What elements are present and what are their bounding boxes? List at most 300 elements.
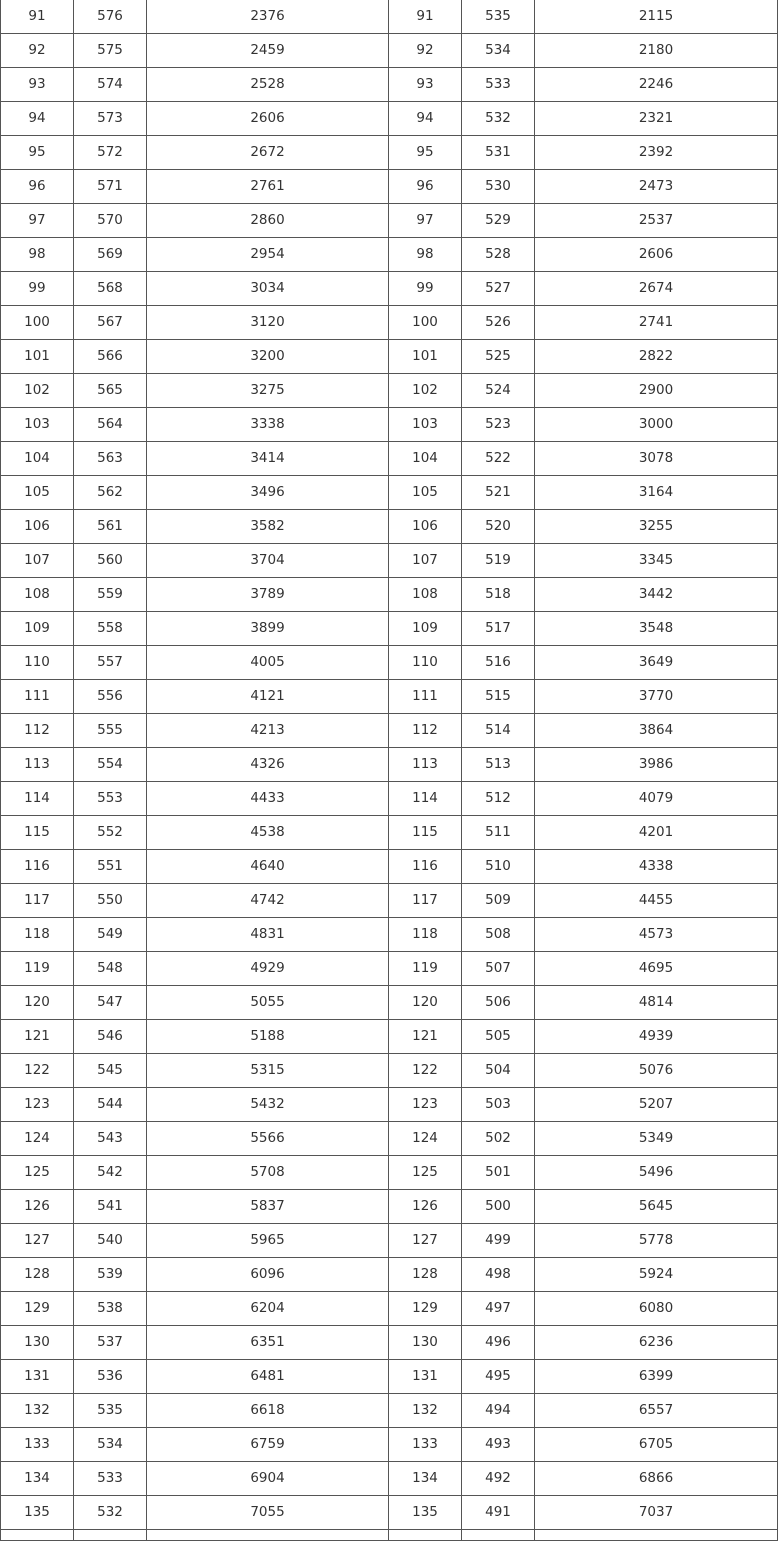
cumulative-count-cell: 3120 (147, 306, 389, 340)
cumulative-count-cell: 2115 (535, 0, 778, 34)
cumulative-count-cell: 4929 (147, 952, 389, 986)
score-cell: 551 (74, 850, 147, 884)
rank-cell: 95 (389, 136, 462, 170)
table-row (1, 408, 778, 442)
table-row (1, 306, 778, 340)
rank-cell: 94 (1, 102, 74, 136)
score-cell: 526 (462, 306, 535, 340)
empty-cell (74, 1530, 147, 1541)
score-cell: 511 (462, 816, 535, 850)
rank-cell: 101 (389, 340, 462, 374)
table-row (1, 374, 778, 408)
cumulative-count-cell: 6705 (535, 1428, 778, 1462)
cumulative-count-cell: 4455 (535, 884, 778, 918)
rank-cell: 106 (389, 510, 462, 544)
table-body (1, 0, 778, 1541)
score-cell: 495 (462, 1360, 535, 1394)
rank-cell: 127 (1, 1224, 74, 1258)
rank-cell: 117 (389, 884, 462, 918)
rank-cell: 109 (1, 612, 74, 646)
score-cell: 575 (74, 34, 147, 68)
rank-cell: 135 (1, 1496, 74, 1530)
table-row (1, 646, 778, 680)
table-row (1, 340, 778, 374)
score-cell: 553 (74, 782, 147, 816)
cumulative-count-cell: 2606 (535, 238, 778, 272)
cumulative-count-cell: 2321 (535, 102, 778, 136)
cumulative-count-cell: 5315 (147, 1054, 389, 1088)
cumulative-count-cell: 3899 (147, 612, 389, 646)
rank-cell: 113 (1, 748, 74, 782)
rank-cell: 107 (1, 544, 74, 578)
rank-cell: 97 (389, 204, 462, 238)
cumulative-count-cell: 2376 (147, 0, 389, 34)
cumulative-count-cell: 3548 (535, 612, 778, 646)
score-cell: 547 (74, 986, 147, 1020)
cumulative-count-cell: 3442 (535, 578, 778, 612)
score-cell: 529 (462, 204, 535, 238)
cumulative-count-cell: 2473 (535, 170, 778, 204)
cumulative-count-cell: 2761 (147, 170, 389, 204)
empty-cell (389, 1530, 462, 1541)
cumulative-count-cell: 2392 (535, 136, 778, 170)
cumulative-count-cell: 4695 (535, 952, 778, 986)
cumulative-count-cell: 4742 (147, 884, 389, 918)
rank-cell: 121 (1, 1020, 74, 1054)
rank-cell: 127 (389, 1224, 462, 1258)
rank-cell: 107 (389, 544, 462, 578)
cumulative-count-cell: 3078 (535, 442, 778, 476)
score-cell: 497 (462, 1292, 535, 1326)
cumulative-count-cell: 4201 (535, 816, 778, 850)
cumulative-count-cell: 4338 (535, 850, 778, 884)
table-row (1, 578, 778, 612)
score-cell: 527 (462, 272, 535, 306)
rank-cell: 130 (1, 1326, 74, 1360)
table-row (1, 986, 778, 1020)
rank-cell: 120 (389, 986, 462, 1020)
empty-cell (462, 1530, 535, 1541)
cumulative-count-cell: 6096 (147, 1258, 389, 1292)
rank-cell: 91 (1, 0, 74, 34)
score-cell: 498 (462, 1258, 535, 1292)
cumulative-count-cell: 4326 (147, 748, 389, 782)
rank-cell: 126 (1, 1190, 74, 1224)
rank-cell: 134 (389, 1462, 462, 1496)
rank-cell: 135 (389, 1496, 462, 1530)
table-row (1, 238, 778, 272)
cumulative-count-cell: 6618 (147, 1394, 389, 1428)
rank-cell: 125 (389, 1156, 462, 1190)
table-row (1, 1190, 778, 1224)
rank-cell: 125 (1, 1156, 74, 1190)
cumulative-count-cell: 4573 (535, 918, 778, 952)
rank-cell: 116 (1, 850, 74, 884)
rank-cell: 93 (1, 68, 74, 102)
cumulative-count-cell: 3789 (147, 578, 389, 612)
cumulative-count-cell: 5965 (147, 1224, 389, 1258)
cumulative-count-cell: 6759 (147, 1428, 389, 1462)
rank-cell: 118 (1, 918, 74, 952)
rank-cell: 126 (389, 1190, 462, 1224)
table-row (1, 1088, 778, 1122)
score-cell: 539 (74, 1258, 147, 1292)
cumulative-count-cell: 4640 (147, 850, 389, 884)
rank-cell: 100 (389, 306, 462, 340)
score-cell: 552 (74, 816, 147, 850)
cumulative-count-cell: 2822 (535, 340, 778, 374)
score-cell: 515 (462, 680, 535, 714)
rank-cell: 133 (389, 1428, 462, 1462)
score-cell: 512 (462, 782, 535, 816)
rank-cell: 96 (389, 170, 462, 204)
table-row (1, 1394, 778, 1428)
cumulative-count-cell: 6481 (147, 1360, 389, 1394)
score-cell: 548 (74, 952, 147, 986)
rank-cell: 98 (389, 238, 462, 272)
score-cell: 509 (462, 884, 535, 918)
rank-cell: 110 (1, 646, 74, 680)
table-row (1, 850, 778, 884)
rank-cell: 123 (389, 1088, 462, 1122)
rank-cell: 121 (389, 1020, 462, 1054)
cumulative-count-cell: 5645 (535, 1190, 778, 1224)
score-cell: 507 (462, 952, 535, 986)
cumulative-count-cell: 3164 (535, 476, 778, 510)
score-cell: 499 (462, 1224, 535, 1258)
table-row (1, 0, 778, 34)
cumulative-count-cell: 2246 (535, 68, 778, 102)
score-cell: 532 (462, 102, 535, 136)
score-cell: 508 (462, 918, 535, 952)
rank-cell: 114 (389, 782, 462, 816)
score-cell: 514 (462, 714, 535, 748)
score-cell: 521 (462, 476, 535, 510)
score-cell: 560 (74, 544, 147, 578)
table-row (1, 1224, 778, 1258)
rank-cell: 128 (389, 1258, 462, 1292)
rank-cell: 123 (1, 1088, 74, 1122)
score-cell: 533 (462, 68, 535, 102)
rank-cell: 124 (389, 1122, 462, 1156)
rank-cell: 108 (389, 578, 462, 612)
score-cell: 573 (74, 102, 147, 136)
cumulative-count-cell: 3986 (535, 748, 778, 782)
cumulative-count-cell: 7037 (535, 1496, 778, 1530)
score-cell: 494 (462, 1394, 535, 1428)
rank-cell: 122 (389, 1054, 462, 1088)
score-cell: 564 (74, 408, 147, 442)
score-cell: 555 (74, 714, 147, 748)
score-cell: 520 (462, 510, 535, 544)
rank-cell: 111 (389, 680, 462, 714)
table-row (1, 1122, 778, 1156)
cumulative-count-cell: 3034 (147, 272, 389, 306)
cumulative-count-cell: 6904 (147, 1462, 389, 1496)
table-row (1, 102, 778, 136)
empty-cell (147, 1530, 389, 1541)
table-row (1, 782, 778, 816)
score-cell: 571 (74, 170, 147, 204)
cumulative-count-cell: 3275 (147, 374, 389, 408)
cumulative-count-cell: 2606 (147, 102, 389, 136)
cumulative-count-cell: 5055 (147, 986, 389, 1020)
cumulative-count-cell: 4213 (147, 714, 389, 748)
score-cell: 540 (74, 1224, 147, 1258)
score-cell: 500 (462, 1190, 535, 1224)
score-cell: 569 (74, 238, 147, 272)
score-cell: 562 (74, 476, 147, 510)
table-row (1, 1292, 778, 1326)
rank-cell: 113 (389, 748, 462, 782)
table-row (1, 952, 778, 986)
rank-cell: 102 (1, 374, 74, 408)
cumulative-count-cell: 3704 (147, 544, 389, 578)
rank-cell: 114 (1, 782, 74, 816)
rank-cell: 115 (389, 816, 462, 850)
score-cell: 568 (74, 272, 147, 306)
cumulative-count-cell: 4939 (535, 1020, 778, 1054)
rank-cell: 108 (1, 578, 74, 612)
cumulative-count-cell: 5432 (147, 1088, 389, 1122)
score-cell: 505 (462, 1020, 535, 1054)
score-cell: 544 (74, 1088, 147, 1122)
rank-cell: 104 (389, 442, 462, 476)
rank-cell: 95 (1, 136, 74, 170)
score-cell: 541 (74, 1190, 147, 1224)
score-cell: 576 (74, 0, 147, 34)
rank-cell: 99 (1, 272, 74, 306)
rank-cell: 93 (389, 68, 462, 102)
table-row (1, 1156, 778, 1190)
score-cell: 504 (462, 1054, 535, 1088)
rank-cell: 111 (1, 680, 74, 714)
table-row (1, 1020, 778, 1054)
rank-cell: 112 (1, 714, 74, 748)
cumulative-count-cell: 3770 (535, 680, 778, 714)
table-row (1, 1258, 778, 1292)
cumulative-count-cell: 5496 (535, 1156, 778, 1190)
score-cell: 535 (462, 0, 535, 34)
cumulative-count-cell: 3414 (147, 442, 389, 476)
table-row (1, 442, 778, 476)
score-cell: 502 (462, 1122, 535, 1156)
rank-cell: 100 (1, 306, 74, 340)
score-cell: 528 (462, 238, 535, 272)
score-cell: 525 (462, 340, 535, 374)
cumulative-count-cell: 4005 (147, 646, 389, 680)
table-row-partial (1, 1530, 778, 1541)
rank-cell: 110 (389, 646, 462, 680)
table-row (1, 272, 778, 306)
rank-cell: 109 (389, 612, 462, 646)
rank-cell: 102 (389, 374, 462, 408)
score-cell: 522 (462, 442, 535, 476)
rank-cell: 119 (389, 952, 462, 986)
score-cell: 542 (74, 1156, 147, 1190)
score-cell: 491 (462, 1496, 535, 1530)
cumulative-count-cell: 2528 (147, 68, 389, 102)
score-cell: 518 (462, 578, 535, 612)
rank-cell: 128 (1, 1258, 74, 1292)
rank-cell: 122 (1, 1054, 74, 1088)
cumulative-count-cell: 2459 (147, 34, 389, 68)
cumulative-count-cell: 5349 (535, 1122, 778, 1156)
score-cell: 517 (462, 612, 535, 646)
rank-cell: 105 (389, 476, 462, 510)
score-cell: 501 (462, 1156, 535, 1190)
cumulative-count-cell: 3255 (535, 510, 778, 544)
rank-cell: 130 (389, 1326, 462, 1360)
rank-cell: 92 (389, 34, 462, 68)
table-row (1, 476, 778, 510)
score-cell: 557 (74, 646, 147, 680)
rank-cell: 106 (1, 510, 74, 544)
score-cell: 503 (462, 1088, 535, 1122)
table-row (1, 884, 778, 918)
rank-cell: 105 (1, 476, 74, 510)
score-cell: 535 (74, 1394, 147, 1428)
score-cell: 496 (462, 1326, 535, 1360)
table-row (1, 170, 778, 204)
rank-cell: 116 (389, 850, 462, 884)
cumulative-count-cell: 6236 (535, 1326, 778, 1360)
cumulative-count-cell: 3649 (535, 646, 778, 680)
score-cell: 561 (74, 510, 147, 544)
rank-cell: 96 (1, 170, 74, 204)
score-cell: 559 (74, 578, 147, 612)
cumulative-count-cell: 2860 (147, 204, 389, 238)
rank-cell: 129 (389, 1292, 462, 1326)
score-cell: 570 (74, 204, 147, 238)
score-cell: 516 (462, 646, 535, 680)
cumulative-count-cell: 6351 (147, 1326, 389, 1360)
score-cell: 531 (462, 136, 535, 170)
score-cell: 546 (74, 1020, 147, 1054)
table-row (1, 1428, 778, 1462)
cumulative-count-cell: 2954 (147, 238, 389, 272)
score-cell: 558 (74, 612, 147, 646)
score-cell: 566 (74, 340, 147, 374)
score-cell: 565 (74, 374, 147, 408)
cumulative-count-cell: 5778 (535, 1224, 778, 1258)
cumulative-count-cell: 2537 (535, 204, 778, 238)
rank-cell: 104 (1, 442, 74, 476)
rank-cell: 120 (1, 986, 74, 1020)
table-row (1, 680, 778, 714)
cumulative-count-cell: 3582 (147, 510, 389, 544)
score-cell: 532 (74, 1496, 147, 1530)
score-cell: 510 (462, 850, 535, 884)
cumulative-count-cell: 5566 (147, 1122, 389, 1156)
score-cell: 493 (462, 1428, 535, 1462)
cumulative-count-cell: 2674 (535, 272, 778, 306)
table-row (1, 68, 778, 102)
cumulative-count-cell: 4814 (535, 986, 778, 1020)
rank-cell: 132 (1, 1394, 74, 1428)
score-cell: 572 (74, 136, 147, 170)
empty-cell (1, 1530, 74, 1541)
rank-cell: 92 (1, 34, 74, 68)
cumulative-count-cell: 5188 (147, 1020, 389, 1054)
table-row (1, 1326, 778, 1360)
table-row (1, 748, 778, 782)
cumulative-count-cell: 6080 (535, 1292, 778, 1326)
cumulative-count-cell: 6204 (147, 1292, 389, 1326)
score-cell: 543 (74, 1122, 147, 1156)
rank-cell: 124 (1, 1122, 74, 1156)
score-cell: 524 (462, 374, 535, 408)
cumulative-count-cell: 3338 (147, 408, 389, 442)
rank-cell: 129 (1, 1292, 74, 1326)
cumulative-count-cell: 2900 (535, 374, 778, 408)
table-row (1, 1496, 778, 1530)
rank-cell: 134 (1, 1462, 74, 1496)
score-cell: 567 (74, 306, 147, 340)
score-cell: 530 (462, 170, 535, 204)
cumulative-count-cell: 7055 (147, 1496, 389, 1530)
rank-cell: 133 (1, 1428, 74, 1462)
cumulative-count-cell: 5207 (535, 1088, 778, 1122)
rank-cell: 117 (1, 884, 74, 918)
cumulative-count-cell: 4121 (147, 680, 389, 714)
empty-cell (535, 1530, 778, 1541)
score-cell: 513 (462, 748, 535, 782)
rank-cell: 103 (389, 408, 462, 442)
cumulative-count-cell: 2741 (535, 306, 778, 340)
table-row (1, 136, 778, 170)
table-row (1, 1360, 778, 1394)
rank-cell: 103 (1, 408, 74, 442)
cumulative-count-cell: 3000 (535, 408, 778, 442)
table-row (1, 204, 778, 238)
cumulative-count-cell: 2672 (147, 136, 389, 170)
score-cell: 537 (74, 1326, 147, 1360)
cumulative-count-cell: 5076 (535, 1054, 778, 1088)
score-cell: 574 (74, 68, 147, 102)
score-cell: 533 (74, 1462, 147, 1496)
rank-cell: 118 (389, 918, 462, 952)
cumulative-count-cell: 3200 (147, 340, 389, 374)
table-row (1, 544, 778, 578)
cumulative-count-cell: 5837 (147, 1190, 389, 1224)
rank-cell: 91 (389, 0, 462, 34)
rank-cell: 132 (389, 1394, 462, 1428)
rank-cell: 131 (1, 1360, 74, 1394)
cumulative-count-cell: 5924 (535, 1258, 778, 1292)
score-cell: 506 (462, 986, 535, 1020)
score-cell: 523 (462, 408, 535, 442)
score-cell: 536 (74, 1360, 147, 1394)
score-cell: 563 (74, 442, 147, 476)
table-row (1, 816, 778, 850)
cumulative-count-cell: 6866 (535, 1462, 778, 1496)
score-cell: 550 (74, 884, 147, 918)
cumulative-count-cell: 4831 (147, 918, 389, 952)
table-row (1, 714, 778, 748)
rank-cell: 115 (1, 816, 74, 850)
rank-cell: 98 (1, 238, 74, 272)
score-cell: 534 (74, 1428, 147, 1462)
score-cell: 492 (462, 1462, 535, 1496)
cumulative-count-cell: 6399 (535, 1360, 778, 1394)
rank-cell: 94 (389, 102, 462, 136)
cumulative-count-cell: 4079 (535, 782, 778, 816)
cumulative-count-cell: 2180 (535, 34, 778, 68)
rank-cell: 99 (389, 272, 462, 306)
rank-cell: 119 (1, 952, 74, 986)
table-row (1, 918, 778, 952)
